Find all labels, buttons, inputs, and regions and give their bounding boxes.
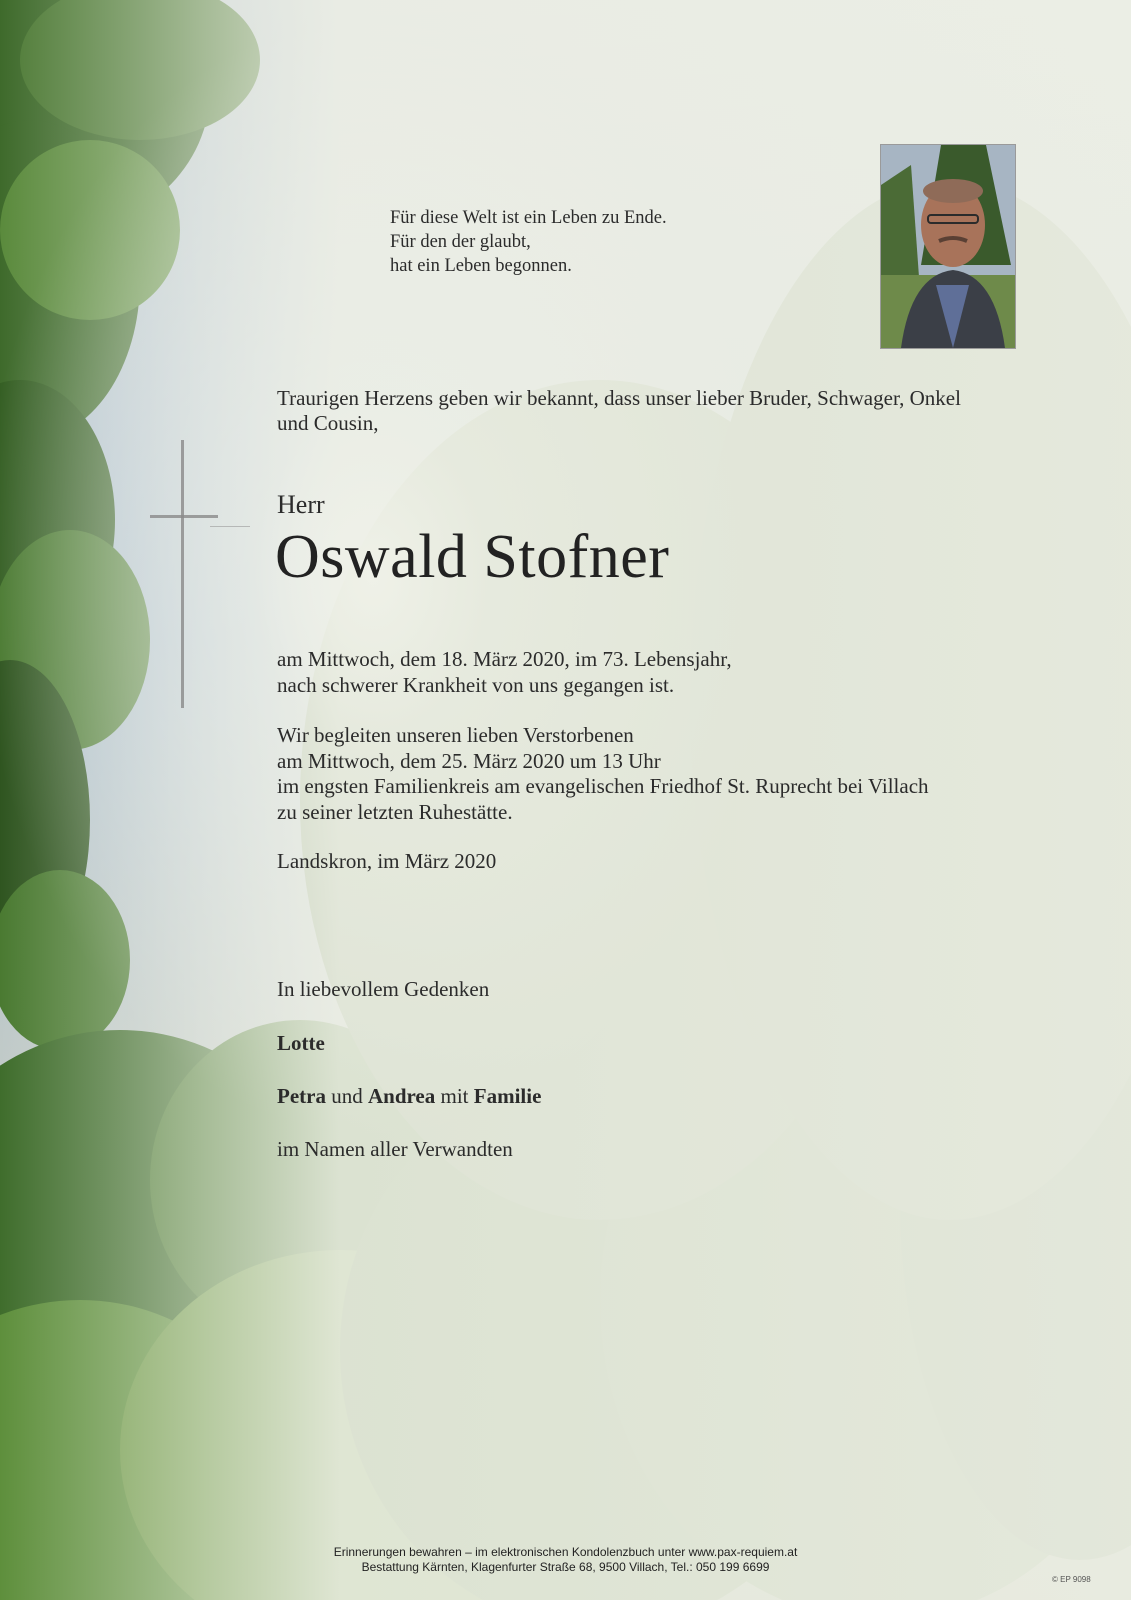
funeral-line: im engsten Familienkreis am evangelischen Friedhof St. Ruprecht bei Villach	[277, 774, 929, 798]
footer-line: Bestattung Kärnten, Klagenfurter Straße 68, 9500 Villach, Tel.: 050 199 6699	[361, 1560, 770, 1574]
funeral-details	[277, 723, 929, 825]
salutation: Herr	[277, 490, 325, 519]
quote-line: hat ein Leben begonnen.	[390, 256, 572, 276]
intro-line: und Cousin,	[277, 411, 379, 435]
quote-line: Für den der glaubt,	[390, 232, 531, 252]
funeral-line: zu seiner letzten Ruhestätte.	[277, 799, 513, 824]
mourner-name: Petra	[277, 1084, 326, 1108]
funeral-line: am Mittwoch, dem 25. März 2020 um 13 Uhr	[277, 748, 661, 773]
funeral-line: Wir begleiten unseren lieben Verstorbenen	[277, 723, 634, 747]
template-code: © EP 9098	[1052, 1575, 1091, 1584]
mourner-line	[277, 1031, 325, 1056]
portrait-photo	[880, 144, 1016, 349]
mourner-line	[277, 1084, 541, 1109]
place-date: Landskron, im März 2020	[277, 849, 497, 873]
mourner-name: Familie	[473, 1084, 542, 1108]
intro-line: Traurigen Herzens geben wir bekannt, dass unser lieber Bruder, Schwager, Onkel	[277, 386, 961, 410]
epitaph-quote	[390, 206, 667, 278]
conjunction: und	[331, 1084, 363, 1108]
deceased-name: Oswald Stofner	[275, 523, 670, 591]
quote-line: Für diese Welt ist ein Leben zu Ende.	[390, 208, 667, 228]
footer	[0, 1545, 1131, 1575]
death-line: nach schwerer Krankheit von uns gegangen ist.	[277, 672, 675, 697]
memory-line: In liebevollem Gedenken	[277, 977, 490, 1001]
cross-icon	[140, 440, 255, 710]
conjunction: mit	[440, 1084, 469, 1108]
mourner-name: Lotte	[277, 1031, 325, 1055]
footer-line: Erinnerungen bewahren – im elektronischen Kondolenzbuch unter www.pax-requiem.at	[333, 1545, 798, 1559]
death-notice	[277, 647, 732, 698]
mourner-relatives: im Namen aller Verwandten	[277, 1137, 513, 1161]
announcement-intro	[277, 386, 1037, 436]
mourner-name: Andrea	[367, 1084, 436, 1108]
death-line: am Mittwoch, dem 18. März 2020, im 73. Lebensjahr,	[277, 647, 732, 671]
